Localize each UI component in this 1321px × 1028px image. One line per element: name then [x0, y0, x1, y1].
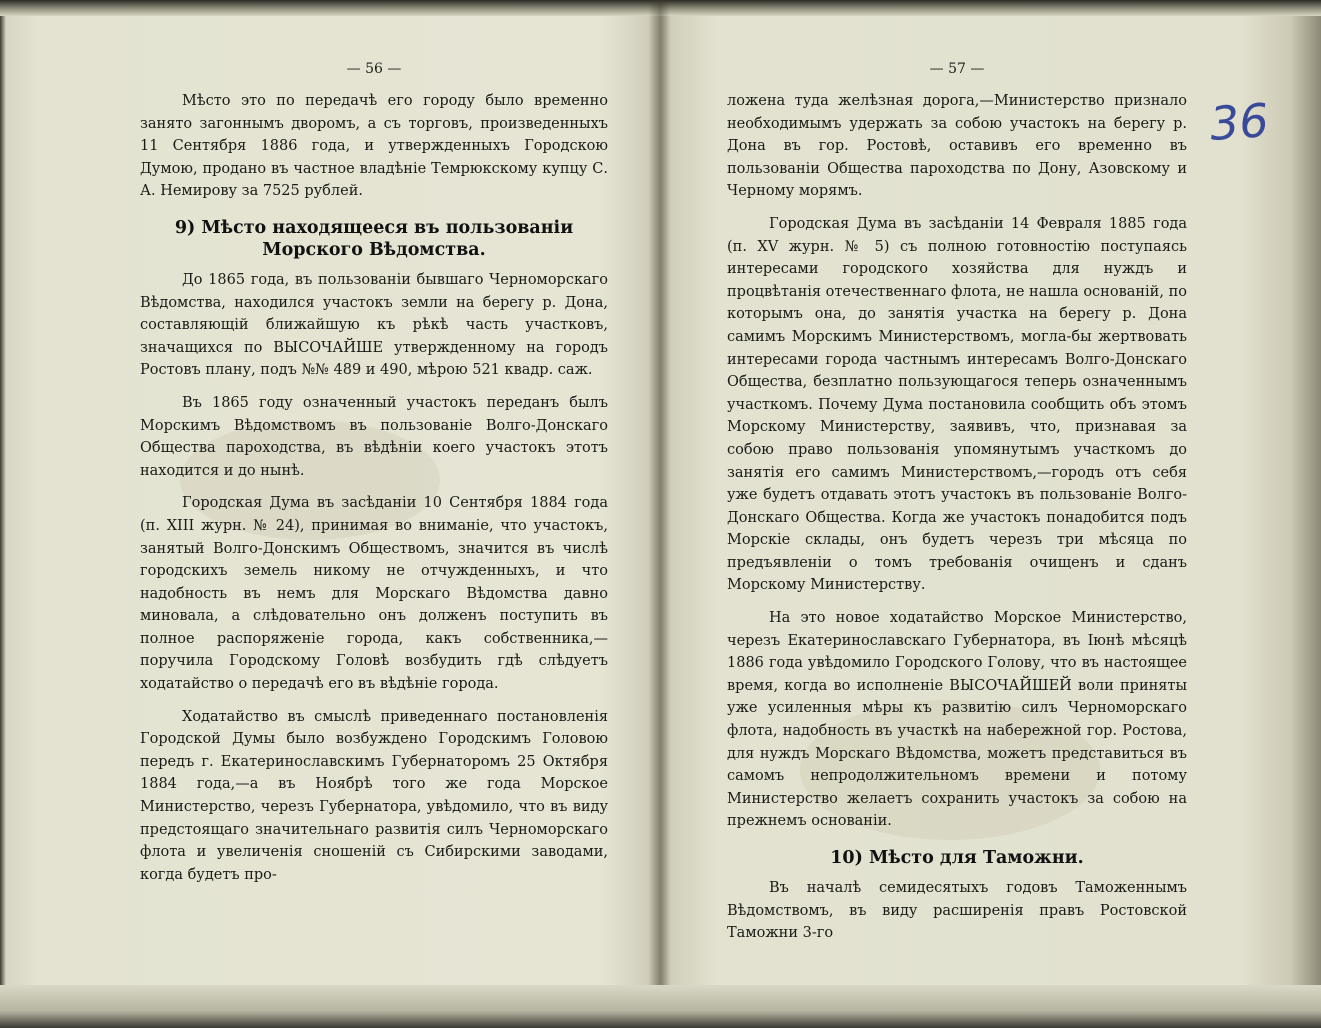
right-page [727, 60, 1187, 955]
left-page [140, 60, 608, 896]
left-page-body [140, 90, 608, 886]
handwritten-page-annotation: 36 [1208, 93, 1271, 151]
paragraph: Въ 1865 году означенный участокъ переданъ былъ Морскимъ Вѣдомствомъ въ пользованіе Волго-Донскаго Общества пароходства, въ вѣдѣніи коего участокъ этотъ находится и до нынѣ. [140, 394, 608, 479]
right-page-body [727, 90, 1187, 945]
paragraph: ложена туда желѣзная дорога,—Министерство признало необходимымъ удержать за собою участокъ на берегу р. Дона въ гор. Ростовѣ, оставивъ его временно въ пользованіи Общества пароходства по Дону, Азовскому и Черному морямъ. [727, 93, 1187, 200]
section-title-9: 9) Мѣсто находящееся въ пользованіи Морского Вѣдомства. [174, 217, 574, 260]
paragraph: Мѣсто это по передачѣ его городу было временно занято загоннымъ дворомъ, а съ торговъ, произведенныхъ 11 Сентября 1886 года, и утвержденныхъ Городскою Думою, продано въ частное владѣніе Темрюкскому купцу С. А. Немирову за 7525 рублей. [140, 93, 608, 200]
section-title-10: 10) Мѣсто для Таможни. [830, 848, 1084, 868]
paragraph: До 1865 года, въ пользованіи бывшаго Черноморскаго Вѣдомства, находился участокъ земли на берегу р. Дона, составляющій ближайшую къ рѣкѣ часть участковъ, значащихся по ВЫСОЧАЙШЕ утвержденному на городъ Ростовъ плану, подъ №№ 489 и 490, мѣрою 521 квадр. саж. [140, 271, 608, 379]
page-number-57: — 57 — [929, 61, 985, 77]
page-number-56: — 56 — [346, 61, 402, 77]
paragraph: Городская Дума въ засѣданіи 10 Сентября 1884 года (п. XIII журн. № 24), принимая во вниманіе, что участокъ, занятый Волго-Донскимъ Обществомъ, значится въ числѣ городскихъ земель никому не отчужденныхъ, и что надобность въ немъ для Морскаго Вѣдомства давно миновала, а слѣдовательно онъ долженъ поступить въ полное распоряженіе города, какъ собственника,—поручила Городскому Головѣ возбудить гдѣ слѣдуетъ ходатайство о передачѣ его въ вѣдѣніе города. [140, 495, 608, 693]
book-gutter [648, 0, 670, 1028]
paragraph: Ходатайство въ смыслѣ приведеннаго постановленія Городской Думы было возбуждено Городскимъ Головою передъ г. Екатеринославскимъ Губернаторомъ 25 Октября 1884 года,—а въ Ноябрѣ того же года Морское Министерство, черезъ Губернатора, увѣдомило, что въ виду предстоящаго значительнаго развитія силъ Черноморскаго флота и увеличенія сношеній съ Сибирскими заводами, когда будетъ про- [140, 708, 608, 883]
book-bottom-edge [0, 985, 1321, 1028]
paragraph: Городская Дума въ засѣданіи 14 Февраля 1885 года (п. XV журн. № 5) съ полною готовностію поступаясь интересами городского хозяйства для нуждъ и процвѣтанія отечественнаго флота, не нашла основаній, по которымъ она, до занятія участка на берегу р. Дона самимъ Морскимъ Министерствомъ, могла-бы жертвовать интересами города частнымъ интересамъ Волго-Донскаго Общества, безплатно пользующагося теперь означеннымъ участкомъ. Почему Дума постановила сообщить объ этомъ Морскому Министерству, заявивъ, что, признавая за собою право пользованія упомянутымъ участкомъ до занятія его самимъ Министерствомъ,—городъ отъ себя уже будетъ отдавать этотъ участокъ въ пользованіе Волго-Донскаго Общества. Когда же участокъ понадобится подъ Морскіе склады, онъ будетъ черезъ три мѣсяца по предъявленіи о томъ требованія очищенъ и сданъ Морскому Министерству. [727, 215, 1187, 594]
paragraph: На это новое ходатайство Морское Министерство, черезъ Екатеринославскаго Губернатора, въ Іюнѣ мѣсяцѣ 1886 года увѣдомило Городского Голову, что въ настоящее время, когда во исполненіе ВЫСОЧАЙШЕЙ воли приняты уже усиленныя мѣры къ развитію силъ Черноморскаго флота, надобность въ участкѣ на набережной гор. Ростова, для нуждъ Морскаго Вѣдомства, можетъ представиться въ самомъ непродолжительномъ времени и потому Министерство желаетъ сохранить участокъ за собою на прежнемъ основаніи. [727, 610, 1187, 830]
paragraph: Въ началѣ семидесятыхъ годовъ Таможеннымъ Вѣдомствомъ, въ виду расширенія правъ Ростовской Таможни 3-го [727, 880, 1187, 942]
